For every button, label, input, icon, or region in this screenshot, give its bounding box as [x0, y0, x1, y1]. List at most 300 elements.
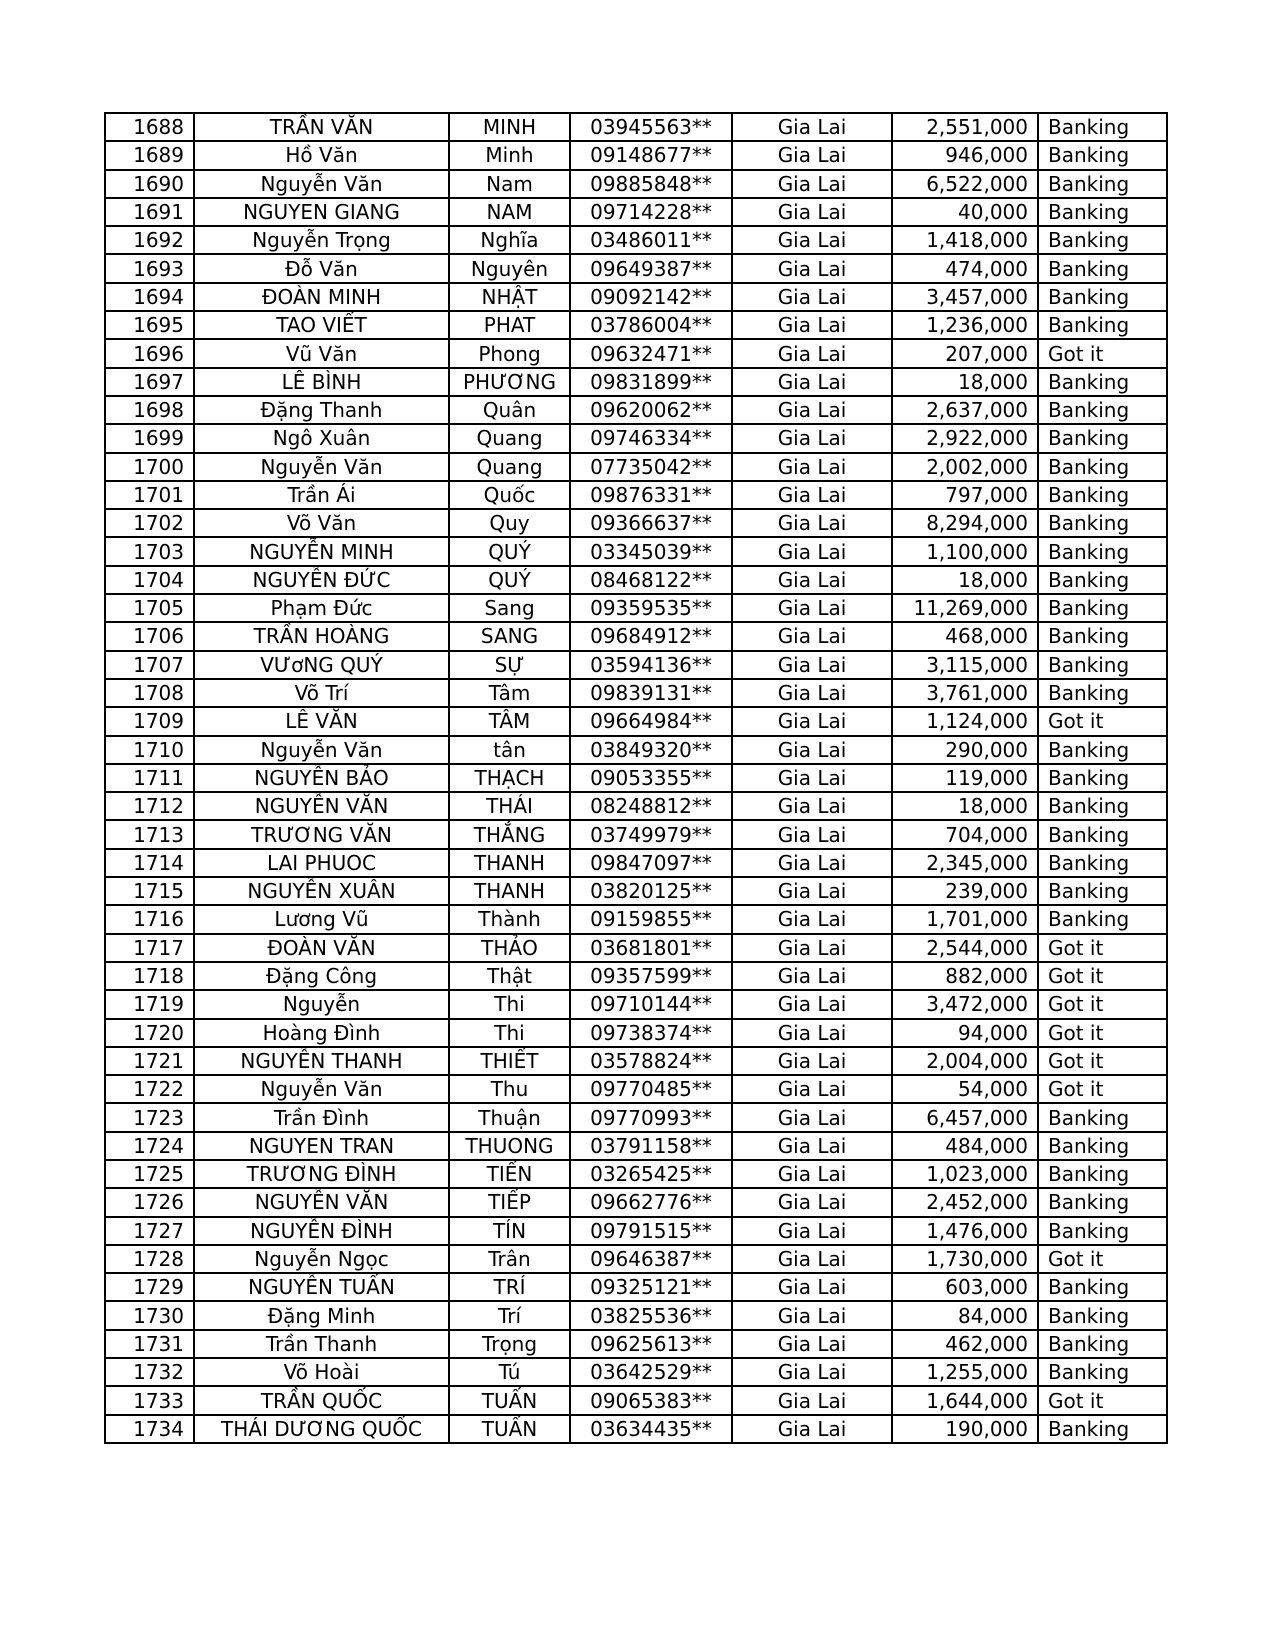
surname-cell: NGUYEN TRAN: [194, 1132, 449, 1160]
table-row: [105, 453, 1167, 481]
given-name-cell: PHAT: [449, 311, 570, 339]
given-name-cell: TUẤN: [449, 1386, 570, 1414]
row-number-cell: 1696: [105, 339, 194, 367]
given-name-cell: NHẬT: [449, 283, 570, 311]
phone-cell: 09065383**: [570, 1386, 732, 1414]
phone-cell: 09746334**: [570, 424, 732, 452]
phone-cell: 09359535**: [570, 594, 732, 622]
province-cell: Gia Lai: [732, 1386, 892, 1414]
row-number-cell: 1697: [105, 368, 194, 396]
surname-cell: LÊ VĂN: [194, 707, 449, 735]
surname-cell: TRẦN VĂN: [194, 113, 449, 141]
row-number-cell: 1715: [105, 877, 194, 905]
payment-method-cell: Banking: [1038, 736, 1167, 764]
phone-cell: 09770993**: [570, 1103, 732, 1131]
amount-cell: 2,452,000: [892, 1188, 1038, 1216]
given-name-cell: THẠCH: [449, 764, 570, 792]
province-cell: Gia Lai: [732, 820, 892, 848]
payment-method-cell: Banking: [1038, 1217, 1167, 1245]
province-cell: Gia Lai: [732, 651, 892, 679]
phone-cell: 09053355**: [570, 764, 732, 792]
surname-cell: Võ Văn: [194, 509, 449, 537]
surname-cell: Nguyễn Văn: [194, 1075, 449, 1103]
table-row: [105, 1019, 1167, 1047]
table-row: [105, 1075, 1167, 1103]
amount-cell: 882,000: [892, 962, 1038, 990]
surname-cell: NGUYỄN ĐÌNH: [194, 1217, 449, 1245]
surname-cell: ĐOÀN VĂN: [194, 934, 449, 962]
table-row: [105, 1301, 1167, 1329]
phone-cell: 09831899**: [570, 368, 732, 396]
table-row: [105, 679, 1167, 707]
province-cell: Gia Lai: [732, 283, 892, 311]
amount-cell: 2,551,000: [892, 113, 1038, 141]
phone-cell: 09649387**: [570, 254, 732, 282]
given-name-cell: TIẾP: [449, 1188, 570, 1216]
phone-cell: 03791158**: [570, 1132, 732, 1160]
row-number-cell: 1713: [105, 820, 194, 848]
phone-cell: 09092142**: [570, 283, 732, 311]
amount-cell: 3,472,000: [892, 990, 1038, 1018]
phone-cell: 03945563**: [570, 113, 732, 141]
surname-cell: NGUYỄN VĂN: [194, 1188, 449, 1216]
province-cell: Gia Lai: [732, 707, 892, 735]
province-cell: Gia Lai: [732, 396, 892, 424]
given-name-cell: Tú: [449, 1358, 570, 1386]
row-number-cell: 1728: [105, 1245, 194, 1273]
payment-method-cell: Banking: [1038, 141, 1167, 169]
given-name-cell: Nam: [449, 170, 570, 198]
row-number-cell: 1692: [105, 226, 194, 254]
province-cell: Gia Lai: [732, 622, 892, 650]
amount-cell: 84,000: [892, 1301, 1038, 1329]
surname-cell: TAO VIẾT: [194, 311, 449, 339]
given-name-cell: THIẾT: [449, 1047, 570, 1075]
table-row: [105, 1103, 1167, 1131]
amount-cell: 1,701,000: [892, 905, 1038, 933]
payment-method-cell: Banking: [1038, 1330, 1167, 1358]
surname-cell: NGUYỄN MINH: [194, 537, 449, 565]
amount-cell: 3,457,000: [892, 283, 1038, 311]
province-cell: Gia Lai: [732, 198, 892, 226]
surname-cell: THÁI DƯƠNG QUỐC: [194, 1415, 449, 1443]
phone-cell: 03681801**: [570, 934, 732, 962]
given-name-cell: Quang: [449, 453, 570, 481]
row-number-cell: 1708: [105, 679, 194, 707]
table-row: [105, 962, 1167, 990]
payment-method-cell: Got it: [1038, 339, 1167, 367]
surname-cell: TRƯƠNG ĐÌNH: [194, 1160, 449, 1188]
given-name-cell: Trân: [449, 1245, 570, 1273]
payment-method-cell: Banking: [1038, 481, 1167, 509]
province-cell: Gia Lai: [732, 594, 892, 622]
amount-cell: 1,023,000: [892, 1160, 1038, 1188]
table-row: [105, 226, 1167, 254]
table-row: [105, 254, 1167, 282]
province-cell: Gia Lai: [732, 1019, 892, 1047]
surname-cell: TRẦN HOÀNG: [194, 622, 449, 650]
payment-method-cell: Got it: [1038, 934, 1167, 962]
phone-cell: 09710144**: [570, 990, 732, 1018]
row-number-cell: 1700: [105, 453, 194, 481]
surname-cell: Nguyễn Trọng: [194, 226, 449, 254]
given-name-cell: TUẤN: [449, 1415, 570, 1443]
province-cell: Gia Lai: [732, 1301, 892, 1329]
province-cell: Gia Lai: [732, 254, 892, 282]
phone-cell: 09646387**: [570, 1245, 732, 1273]
row-number-cell: 1710: [105, 736, 194, 764]
table-row: [105, 707, 1167, 735]
province-cell: Gia Lai: [732, 1245, 892, 1273]
given-name-cell: Quốc: [449, 481, 570, 509]
province-cell: Gia Lai: [732, 764, 892, 792]
row-number-cell: 1714: [105, 849, 194, 877]
phone-cell: 09664984**: [570, 707, 732, 735]
row-number-cell: 1698: [105, 396, 194, 424]
amount-cell: 8,294,000: [892, 509, 1038, 537]
surname-cell: Lương Vũ: [194, 905, 449, 933]
given-name-cell: PHƯƠNG: [449, 368, 570, 396]
table-row: [105, 481, 1167, 509]
table-row: [105, 1047, 1167, 1075]
payment-method-cell: Banking: [1038, 594, 1167, 622]
amount-cell: 946,000: [892, 141, 1038, 169]
phone-cell: 08248812**: [570, 792, 732, 820]
payment-method-cell: Banking: [1038, 651, 1167, 679]
surname-cell: NGUYỄN TUẤN: [194, 1273, 449, 1301]
phone-cell: 03634435**: [570, 1415, 732, 1443]
payment-method-cell: Banking: [1038, 254, 1167, 282]
province-cell: Gia Lai: [732, 453, 892, 481]
phone-cell: 03786004**: [570, 311, 732, 339]
payment-method-cell: Banking: [1038, 566, 1167, 594]
payment-method-cell: Got it: [1038, 1019, 1167, 1047]
phone-cell: 03578824**: [570, 1047, 732, 1075]
surname-cell: NGUYỄN VĂN: [194, 792, 449, 820]
phone-cell: 03749979**: [570, 820, 732, 848]
payment-method-cell: Banking: [1038, 1103, 1167, 1131]
table-row: [105, 1245, 1167, 1273]
table-row: [105, 990, 1167, 1018]
province-cell: Gia Lai: [732, 424, 892, 452]
table-row: [105, 170, 1167, 198]
province-cell: Gia Lai: [732, 368, 892, 396]
table-row: [105, 113, 1167, 141]
given-name-cell: TÂM: [449, 707, 570, 735]
row-number-cell: 1703: [105, 537, 194, 565]
given-name-cell: Tâm: [449, 679, 570, 707]
amount-cell: 2,345,000: [892, 849, 1038, 877]
given-name-cell: Nghĩa: [449, 226, 570, 254]
row-number-cell: 1726: [105, 1188, 194, 1216]
province-cell: Gia Lai: [732, 1415, 892, 1443]
phone-cell: 09839131**: [570, 679, 732, 707]
amount-cell: 3,115,000: [892, 651, 1038, 679]
surname-cell: Võ Hoài: [194, 1358, 449, 1386]
given-name-cell: SANG: [449, 622, 570, 650]
payment-method-cell: Banking: [1038, 424, 1167, 452]
amount-cell: 468,000: [892, 622, 1038, 650]
given-name-cell: TÍN: [449, 1217, 570, 1245]
payment-method-cell: Banking: [1038, 1132, 1167, 1160]
amount-cell: 40,000: [892, 198, 1038, 226]
surname-cell: Vũ Văn: [194, 339, 449, 367]
surname-cell: NGUYỄN XUÂN: [194, 877, 449, 905]
table-row: [105, 424, 1167, 452]
given-name-cell: Phong: [449, 339, 570, 367]
table-row: [105, 1330, 1167, 1358]
phone-cell: 03486011**: [570, 226, 732, 254]
phone-cell: 09876331**: [570, 481, 732, 509]
row-number-cell: 1707: [105, 651, 194, 679]
phone-cell: 09357599**: [570, 962, 732, 990]
province-cell: Gia Lai: [732, 1358, 892, 1386]
payment-method-cell: Banking: [1038, 368, 1167, 396]
row-number-cell: 1706: [105, 622, 194, 650]
province-cell: Gia Lai: [732, 311, 892, 339]
table-row: [105, 141, 1167, 169]
province-cell: Gia Lai: [732, 170, 892, 198]
row-number-cell: 1711: [105, 764, 194, 792]
given-name-cell: THẢO: [449, 934, 570, 962]
amount-cell: 474,000: [892, 254, 1038, 282]
payment-method-cell: Got it: [1038, 990, 1167, 1018]
amount-cell: 1,100,000: [892, 537, 1038, 565]
phone-cell: 09620062**: [570, 396, 732, 424]
row-number-cell: 1699: [105, 424, 194, 452]
payment-method-cell: Banking: [1038, 198, 1167, 226]
surname-cell: NGUYEN GIANG: [194, 198, 449, 226]
row-number-cell: 1712: [105, 792, 194, 820]
given-name-cell: TIẾN: [449, 1160, 570, 1188]
table-row: [105, 792, 1167, 820]
row-number-cell: 1705: [105, 594, 194, 622]
given-name-cell: THẮNG: [449, 820, 570, 848]
table-row: [105, 339, 1167, 367]
surname-cell: Nguyễn Văn: [194, 170, 449, 198]
row-number-cell: 1731: [105, 1330, 194, 1358]
phone-cell: 03594136**: [570, 651, 732, 679]
surname-cell: ĐOÀN MINH: [194, 283, 449, 311]
payment-method-cell: Banking: [1038, 877, 1167, 905]
surname-cell: Hồ Văn: [194, 141, 449, 169]
row-number-cell: 1702: [105, 509, 194, 537]
payment-method-cell: Got it: [1038, 1245, 1167, 1273]
payment-method-cell: Banking: [1038, 113, 1167, 141]
surname-cell: LÊ BÌNH: [194, 368, 449, 396]
payment-method-cell: Banking: [1038, 622, 1167, 650]
province-cell: Gia Lai: [732, 1273, 892, 1301]
row-number-cell: 1690: [105, 170, 194, 198]
payment-method-cell: Got it: [1038, 1075, 1167, 1103]
province-cell: Gia Lai: [732, 1132, 892, 1160]
table-row: [105, 905, 1167, 933]
amount-cell: 797,000: [892, 481, 1038, 509]
given-name-cell: Thật: [449, 962, 570, 990]
phone-cell: 09738374**: [570, 1019, 732, 1047]
phone-cell: 09791515**: [570, 1217, 732, 1245]
amount-cell: 54,000: [892, 1075, 1038, 1103]
phone-cell: 08468122**: [570, 566, 732, 594]
payment-method-cell: Banking: [1038, 905, 1167, 933]
surname-cell: Đặng Công: [194, 962, 449, 990]
row-number-cell: 1729: [105, 1273, 194, 1301]
table-row: [105, 537, 1167, 565]
table-row: [105, 736, 1167, 764]
row-number-cell: 1721: [105, 1047, 194, 1075]
given-name-cell: Sang: [449, 594, 570, 622]
phone-cell: 09625613**: [570, 1330, 732, 1358]
row-number-cell: 1725: [105, 1160, 194, 1188]
payment-method-cell: Banking: [1038, 509, 1167, 537]
phone-cell: 03642529**: [570, 1358, 732, 1386]
province-cell: Gia Lai: [732, 537, 892, 565]
phone-cell: 09632471**: [570, 339, 732, 367]
amount-cell: 18,000: [892, 566, 1038, 594]
table-row: [105, 622, 1167, 650]
province-cell: Gia Lai: [732, 849, 892, 877]
phone-cell: 09662776**: [570, 1188, 732, 1216]
amount-cell: 3,761,000: [892, 679, 1038, 707]
row-number-cell: 1722: [105, 1075, 194, 1103]
row-number-cell: 1734: [105, 1415, 194, 1443]
recipient-table: [104, 112, 1168, 1444]
row-number-cell: 1727: [105, 1217, 194, 1245]
province-cell: Gia Lai: [732, 792, 892, 820]
table-row: [105, 1160, 1167, 1188]
row-number-cell: 1717: [105, 934, 194, 962]
payment-method-cell: Banking: [1038, 396, 1167, 424]
amount-cell: 6,457,000: [892, 1103, 1038, 1131]
table-row: [105, 311, 1167, 339]
amount-cell: 6,522,000: [892, 170, 1038, 198]
province-cell: Gia Lai: [732, 566, 892, 594]
amount-cell: 1,730,000: [892, 1245, 1038, 1273]
row-number-cell: 1688: [105, 113, 194, 141]
given-name-cell: tân: [449, 736, 570, 764]
phone-cell: 09847097**: [570, 849, 732, 877]
amount-cell: 484,000: [892, 1132, 1038, 1160]
row-number-cell: 1732: [105, 1358, 194, 1386]
phone-cell: 03820125**: [570, 877, 732, 905]
table-row: [105, 1273, 1167, 1301]
province-cell: Gia Lai: [732, 934, 892, 962]
table-row: [105, 1217, 1167, 1245]
row-number-cell: 1720: [105, 1019, 194, 1047]
surname-cell: NGUYỄN BẢO: [194, 764, 449, 792]
phone-cell: 09684912**: [570, 622, 732, 650]
row-number-cell: 1704: [105, 566, 194, 594]
amount-cell: 290,000: [892, 736, 1038, 764]
province-cell: Gia Lai: [732, 509, 892, 537]
amount-cell: 1,236,000: [892, 311, 1038, 339]
amount-cell: 1,418,000: [892, 226, 1038, 254]
table-row: [105, 1358, 1167, 1386]
amount-cell: 462,000: [892, 1330, 1038, 1358]
surname-cell: TRẦN QUỐC: [194, 1386, 449, 1414]
table-row: [105, 764, 1167, 792]
row-number-cell: 1691: [105, 198, 194, 226]
phone-cell: 03825536**: [570, 1301, 732, 1329]
given-name-cell: Thi: [449, 990, 570, 1018]
table-row: [105, 396, 1167, 424]
row-number-cell: 1693: [105, 254, 194, 282]
table-row: [105, 1386, 1167, 1414]
phone-cell: 09325121**: [570, 1273, 732, 1301]
table-row: [105, 820, 1167, 848]
payment-method-cell: Banking: [1038, 283, 1167, 311]
surname-cell: Hoàng Đình: [194, 1019, 449, 1047]
province-cell: Gia Lai: [732, 1047, 892, 1075]
payment-method-cell: Banking: [1038, 1188, 1167, 1216]
amount-cell: 2,002,000: [892, 453, 1038, 481]
surname-cell: Võ Trí: [194, 679, 449, 707]
table-row: [105, 934, 1167, 962]
given-name-cell: THANH: [449, 877, 570, 905]
province-cell: Gia Lai: [732, 1330, 892, 1358]
payment-method-cell: Banking: [1038, 1415, 1167, 1443]
payment-method-cell: Banking: [1038, 170, 1167, 198]
given-name-cell: Thi: [449, 1019, 570, 1047]
given-name-cell: Trí: [449, 1301, 570, 1329]
given-name-cell: MINH: [449, 113, 570, 141]
amount-cell: 1,255,000: [892, 1358, 1038, 1386]
payment-method-cell: Got it: [1038, 1386, 1167, 1414]
payment-method-cell: Banking: [1038, 226, 1167, 254]
surname-cell: NGUYỄN THANH: [194, 1047, 449, 1075]
payment-method-cell: Got it: [1038, 1047, 1167, 1075]
payment-method-cell: Got it: [1038, 962, 1167, 990]
province-cell: Gia Lai: [732, 962, 892, 990]
surname-cell: Nguyễn Văn: [194, 453, 449, 481]
province-cell: Gia Lai: [732, 1217, 892, 1245]
given-name-cell: Minh: [449, 141, 570, 169]
given-name-cell: NAM: [449, 198, 570, 226]
amount-cell: 2,922,000: [892, 424, 1038, 452]
province-cell: Gia Lai: [732, 990, 892, 1018]
payment-method-cell: Banking: [1038, 453, 1167, 481]
phone-cell: 09148677**: [570, 141, 732, 169]
given-name-cell: Thuận: [449, 1103, 570, 1131]
table-row: [105, 509, 1167, 537]
row-number-cell: 1724: [105, 1132, 194, 1160]
surname-cell: Nguyễn Văn: [194, 736, 449, 764]
amount-cell: 1,124,000: [892, 707, 1038, 735]
province-cell: Gia Lai: [732, 905, 892, 933]
surname-cell: VƯơNG QUÝ: [194, 651, 449, 679]
province-cell: Gia Lai: [732, 113, 892, 141]
row-number-cell: 1701: [105, 481, 194, 509]
table-row: [105, 849, 1167, 877]
row-number-cell: 1723: [105, 1103, 194, 1131]
amount-cell: 1,476,000: [892, 1217, 1038, 1245]
province-cell: Gia Lai: [732, 1075, 892, 1103]
payment-method-cell: Banking: [1038, 792, 1167, 820]
surname-cell: NGUYỄN ĐỨC: [194, 566, 449, 594]
row-number-cell: 1689: [105, 141, 194, 169]
table-row: [105, 198, 1167, 226]
surname-cell: Đỗ Văn: [194, 254, 449, 282]
payment-method-cell: Banking: [1038, 764, 1167, 792]
row-number-cell: 1694: [105, 283, 194, 311]
given-name-cell: Quang: [449, 424, 570, 452]
payment-method-cell: Banking: [1038, 1301, 1167, 1329]
given-name-cell: THANH: [449, 849, 570, 877]
province-cell: Gia Lai: [732, 1103, 892, 1131]
amount-cell: 2,637,000: [892, 396, 1038, 424]
surname-cell: LAI PHUOC: [194, 849, 449, 877]
given-name-cell: Quân: [449, 396, 570, 424]
